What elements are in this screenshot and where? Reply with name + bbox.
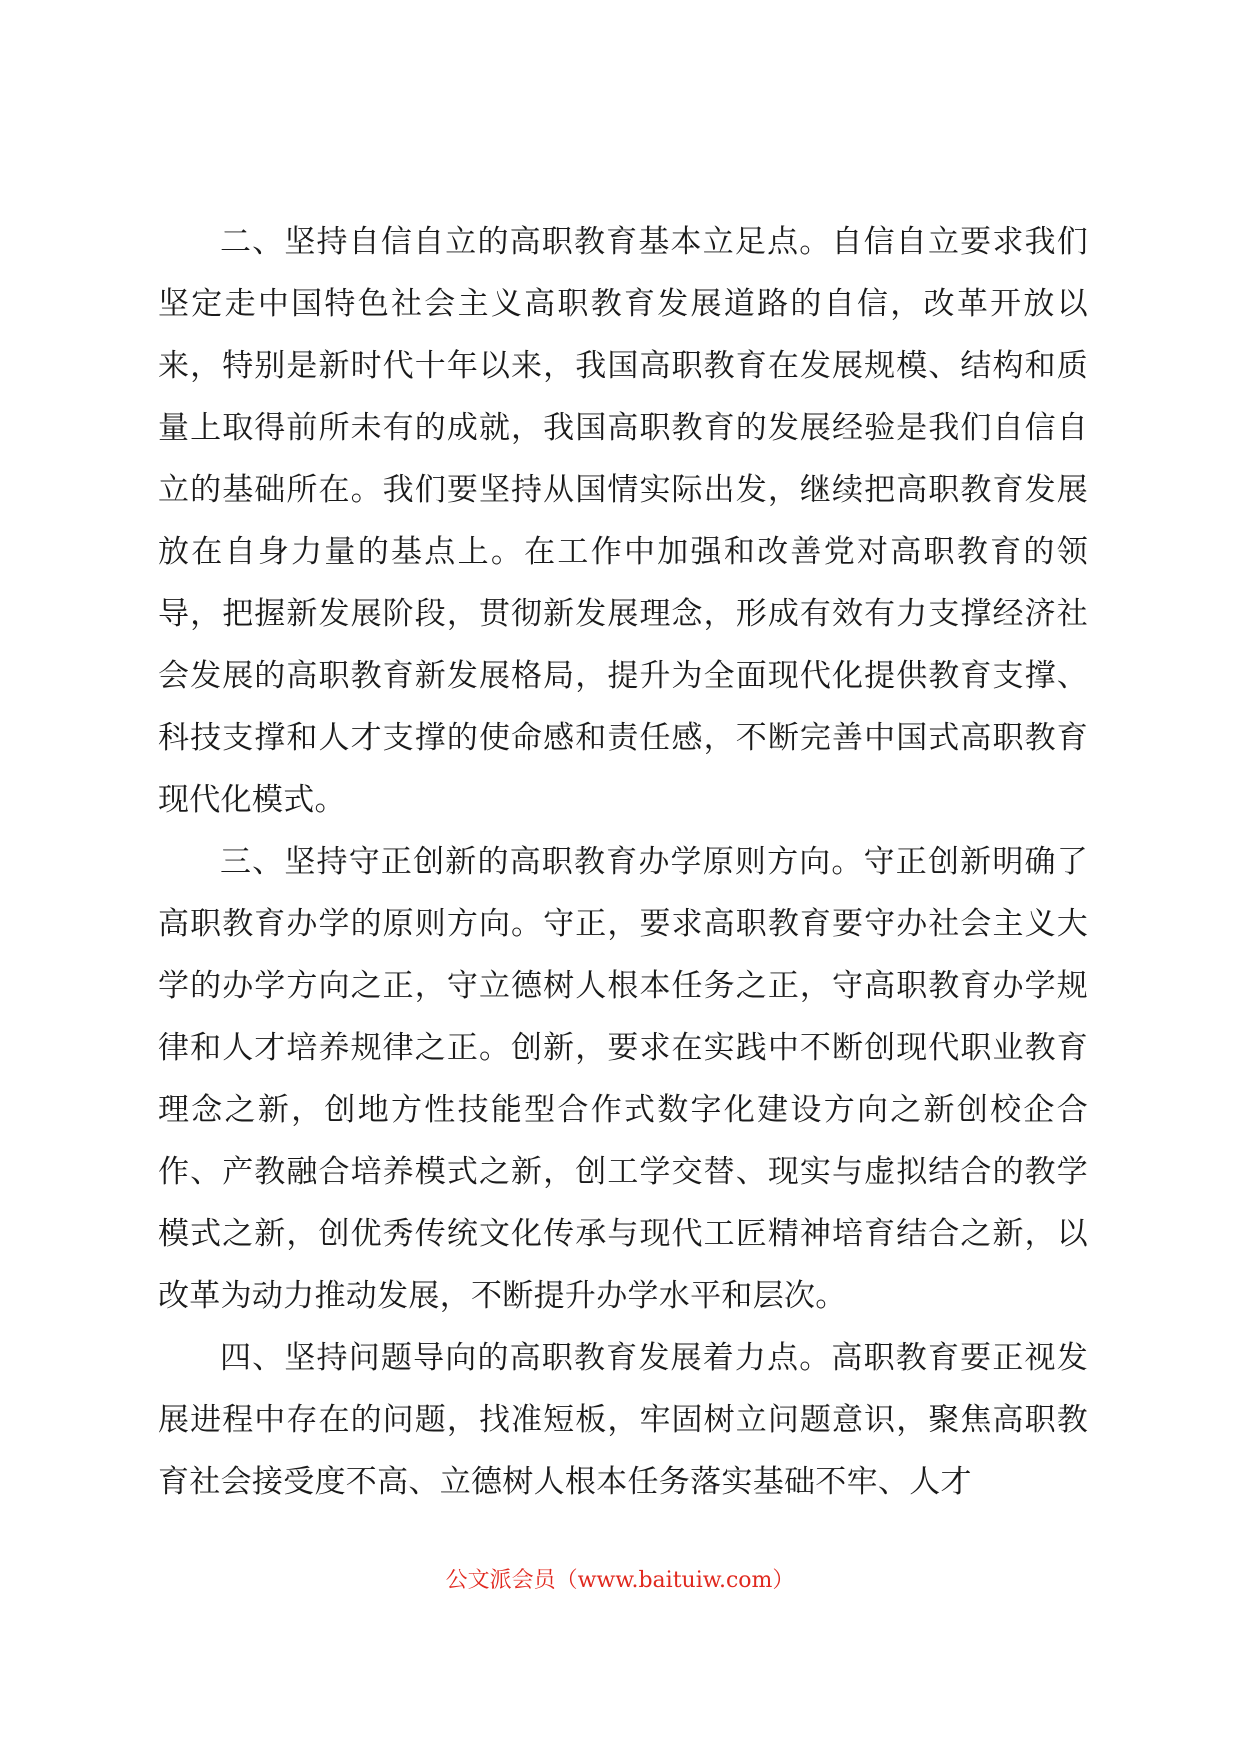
- document-body: [158, 211, 1088, 1513]
- footer-watermark: 公文派会员（www.baituiw.com）: [445, 1568, 795, 1593]
- paragraph-section-three: 三、坚持守正创新的高职教育办学原则方向。守正创新明确了高职教育办学的原则方向。守正，要求高职教育要守办社会主义大学的办学方向之正，守立德树人根本任务之正，守高职教育办学规律和人才培养规律之正。创新，要求在实践中不断创现代职业教育理念之新，创地方性技能型合作式数字化建设方向之新创校企合作、产教融合培养模式之新，创工学交替、现实与虚拟结合的教学模式之新，创优秀传统文化传承与现代工匠精神培育结合之新，以改革为动力推动发展，不断提升办学水平和层次。: [158, 844, 1088, 1314]
- paragraph-section-two: 二、坚持自信自立的高职教育基本立足点。自信自立要求我们坚定走中国特色社会主义高职教育发展道路的自信，改革开放以来，特别是新时代十年以来，我国高职教育在发展规模、结构和质量上取得前所未有的成就，我国高职教育的发展经验是我们自信自立的基础所在。我们要坚持从国情实际出发，继续把高职教育发展放在自身力量的基点上。在工作中加强和改善党对高职教育的领导，把握新发展阶段，贯彻新发展理念，形成有效有力支撑经济社会发展的高职教育新发展格局，提升为全面现代化提供教育支撑、科技支撑和人才支撑的使命感和责任感，不断完善中国式高职教育现代化模式。: [158, 224, 1088, 818]
- paragraph-section-four: 四、坚持问题导向的高职教育发展着力点。高职教育要正视发展进程中存在的问题，找准短板，牢固树立问题意识，聚焦高职教育社会接受度不高、立德树人根本任务落实基础不牢、人才: [158, 1340, 1088, 1500]
